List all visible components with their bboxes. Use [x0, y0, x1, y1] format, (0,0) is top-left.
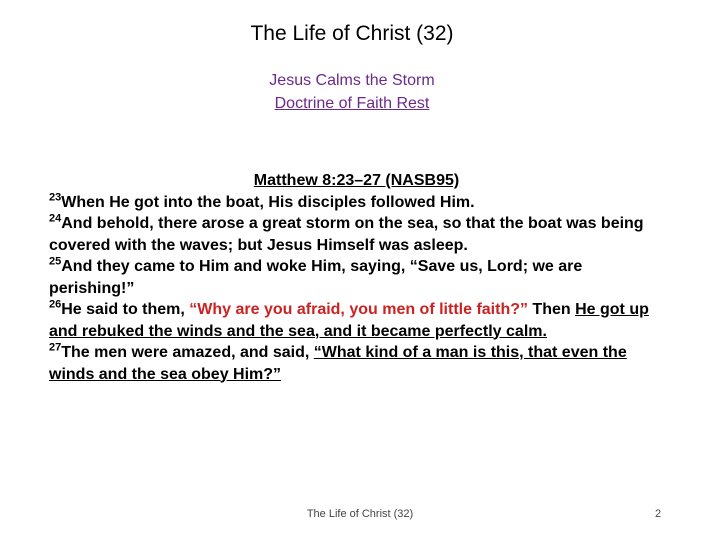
verse-text: And they came to Him and woke Him, saying, “Save us, Lord; we are perishing!”: [49, 258, 583, 297]
verse-text: The men were amazed, and said,: [61, 344, 314, 361]
slide-subtitle: Jesus Calms the Storm: [269, 72, 435, 89]
verse-text-underlined: He got up and rebuked the winds and the sea, and it became perfectly calm.: [49, 301, 649, 340]
verse-number: 25: [49, 255, 62, 268]
verse-text: Then: [527, 301, 571, 318]
scripture-passage: [49, 170, 664, 385]
slide-title: The Life of Christ (32): [250, 22, 454, 45]
page-number: 2: [655, 508, 662, 520]
verse-text: When He got into the boat, His disciples followed Him.: [61, 193, 475, 211]
verse-number: 27: [49, 341, 62, 354]
verse-text: He said to them,: [61, 301, 190, 318]
verse-number: 24: [49, 212, 62, 225]
verse-number: 26: [49, 298, 62, 311]
scripture-reference: Matthew 8:23–27 (NASB95): [253, 172, 460, 189]
slide-footer: The Life of Christ (32): [306, 508, 414, 520]
verse-number: 23: [49, 191, 62, 204]
jesus-quote: “Why are you afraid, you men of little faith?”: [189, 301, 528, 318]
disciples-quote: “What kind of a man is this, that even the winds and the sea obey Him?”: [49, 344, 627, 383]
verse-text: And behold, there arose a great storm on the sea, so that the boat was being covered with the waves; but Jesus Himself was asleep.: [49, 215, 644, 254]
doctrine-heading: Doctrine of Faith Rest: [274, 95, 430, 112]
